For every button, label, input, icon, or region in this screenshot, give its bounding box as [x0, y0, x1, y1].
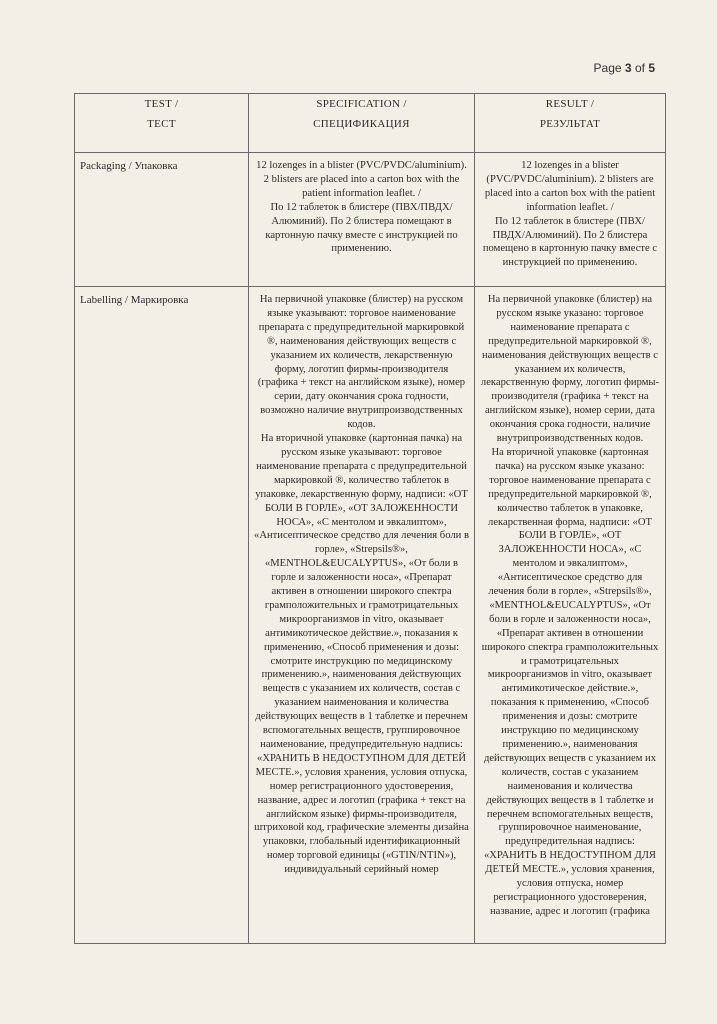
labelling-specification-text: На первичной упаковке (блистер) на русском языке указывают: торговое наименование препарата с предупредительной маркировкой ®, наименования действующих веществ с указанием их количеств, лекарственную форму, логотип фирмы-производителя (графика + текст на английском языке), номер серии, дату окончания срока годности, возможно наличие внутрипроизводственных кодов. На вторичной упаковке (картонная пачка) на русском языке указывают: торговое наименование препарата с предупредительной маркировкой ®, количество таблеток в упаковке, лекарственную форму, надписи: «ОТ БОЛИ В ГОРЛЕ», «ОТ ЗАЛОЖЕННОСТИ НОСА», «С ментолом и эвкалиптом», «Антисептическое средство для лечения боли в горле», «Strepsils®», «MENTHOL&EUCALYPTUS», «От боли в горле и заложенности носа», «Препарат активен в отношении широкого спектра грамположительных и грамотрицательных микроорганизмов in vitro, оказывает антимикотическое действие.», показания к применению, «Способ применения и дозы: смотрите инструкцию по медицинскому применению.», наименования действующих веществ с указанием их количеств, состав с указанием наименования и количества действующих веществ в 1 таблетке и перечнем вспомогательных веществ, группировочное наименование, предупредительную надпись: «ХРАНИТЬ В НЕДОСТУПНОМ ДЛЯ ДЕТЕЙ МЕСТЕ.», условия хранения, условия отпуска, номер регистрационного удостоверения, название, адрес и логотип (графика + текст на английском языке) фирмы-производителя, штриховой код, графические элементы дизайна упаковки, глобальный идентификационный номер торговой единицы («GTIN/NTIN»), индивидуальный серийный номер — [254, 294, 469, 876]
packaging-spec-cell — [249, 153, 475, 287]
packaging-test-cell — [75, 153, 249, 287]
header-test-en: TEST / — [144, 98, 179, 110]
header-result — [475, 94, 666, 153]
table-row-packaging — [75, 153, 666, 287]
page-label: Page — [593, 61, 622, 75]
table-row-labelling — [75, 287, 666, 944]
page-current: 3 — [624, 61, 632, 75]
header-test — [75, 94, 249, 153]
packaging-specification-text: 12 lozenges in a blister (PVC/PVDC/aluminium). 2 blisters are placed into a carton box with the patient information leaflet. / По 12 таблеток в блистере (ПВХ/ПВДХ/Алюминий). По 2 блистера помещают в картонную пачку вместе с инструкцией по применению. — [256, 160, 467, 255]
packaging-test-label: Packaging / Упаковка — [80, 160, 178, 172]
labelling-test-cell — [75, 287, 249, 944]
specification-table — [74, 93, 666, 944]
header-specification — [249, 94, 475, 153]
labelling-test-label: Labelling / Маркировка — [80, 294, 189, 306]
header-result-ru: РЕЗУЛЬТАТ — [539, 118, 601, 130]
header-test-ru: ТЕСТ — [147, 118, 176, 130]
page-number — [594, 61, 655, 75]
table-header-row — [75, 94, 666, 153]
labelling-result-text: На первичной упаковке (блистер) на русском языке указано: торговое наименование препарата с предупредительной маркировкой ®, наименования действующих веществ с указанием их количеств, лекарственную форму, логотип фирмы-производителя (графика + текст на английском языке), номер серии, дата окончания срока годности, наличие внутрипроизводственных кодов. На вторичной упаковке (картонная пачка) на русском языке указано: торговое наименование препарата с предупредительной маркировкой ®, количество таблеток в упаковке, лекарственная форма, надписи: «ОТ БОЛИ В ГОРЛЕ», «ОТ ЗАЛОЖЕННОСТИ НОСА», «С ментолом и эвкалиптом», «Антисептическое средство для лечения боли в горле», «Strepsils®», «MENTHOL&EUCALYPTUS», «От боли в горле и заложенности носа», «Препарат активен в отношении широкого спектра грамположительных и грамотрицательных микроорганизмов in vitro, оказывает антимикотическое действие.», показания к применению, «Способ применения и дозы: смотрите инструкцию по медицинскому применению.», наименования действующих веществ с указанием их количеств, состав с указанием наименования и количества действующих веществ в 1 таблетке и перечнем вспомогательных веществ, группировочное наименование, предупредительная надпись: «ХРАНИТЬ В НЕДОСТУПНОМ ДЛЯ ДЕТЕЙ МЕСТЕ.», условия хранения, условия отпуска, номер регистрационного удостоверения, название, адрес и логотип (графика — [480, 294, 660, 917]
header-result-en: RESULT / — [545, 98, 595, 110]
labelling-spec-cell — [249, 287, 475, 944]
packaging-result-cell — [475, 153, 666, 287]
page-of: of — [634, 61, 645, 75]
header-specification-ru: СПЕЦИФИКАЦИЯ — [313, 118, 410, 130]
labelling-result-cell — [475, 287, 666, 944]
page-total: 5 — [648, 61, 655, 75]
header-specification-en: SPECIFICATION / — [316, 98, 407, 110]
packaging-result-text: 12 lozenges in a blister (PVC/PVDC/aluminium). 2 blisters are placed into a carton box with the patient information leaflet. / По 12 таблеток в блистере (ПВХ/ПВДХ/Алюминий). По 2 блистера помещено в картонную пачку вместе с инструкцией по применению. — [482, 160, 658, 269]
